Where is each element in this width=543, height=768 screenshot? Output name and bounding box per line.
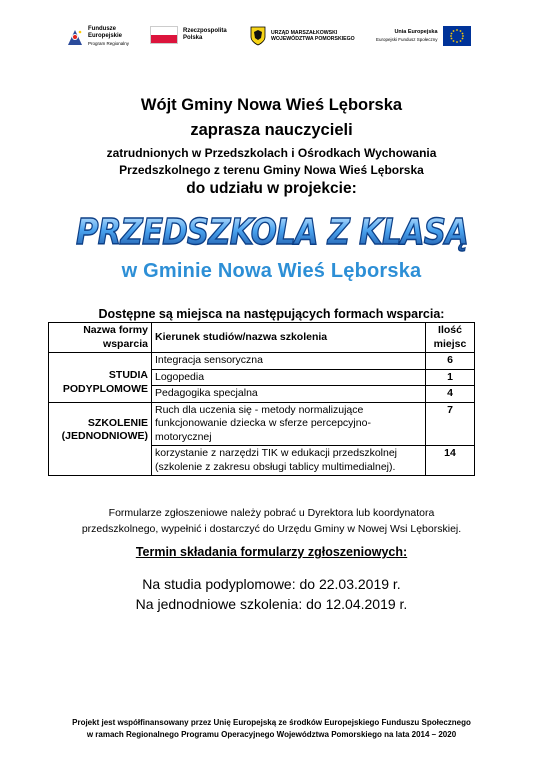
deadline-one-day: Na jednodniowe szkolenia: do 12.04.2019 r. (135, 596, 408, 612)
footer-line2: w ramach Regionalnego Programu Operacyjnego Województwa Pomorskiego na lata 2014 – 2020 (86, 730, 457, 739)
polish-logo-line2: Polska (183, 35, 203, 41)
forms-note-l2: przedszkolnego, wypełnić i dostarczyć do Urzędu Gminy w Nowej Wsi Lęborskiej. (81, 523, 462, 535)
training-places: 7 (426, 402, 475, 446)
deadline-title: Termin składania formularzy zgłoszeniowych: (135, 545, 408, 559)
header-places (426, 323, 475, 353)
course-name: Integracja sensoryczna (152, 353, 426, 370)
course-name: Logopedia (152, 369, 426, 386)
training-name-l1: Ruch dla uczenia się - metody normalizujące (155, 403, 364, 416)
forms-note (0, 505, 543, 537)
course-places: 4 (426, 386, 475, 403)
eu-logo-line2: Europejski Fundusz Społeczny (376, 37, 438, 42)
header-places-l2: miejsc (433, 337, 467, 350)
polish-flag-logo (150, 26, 227, 44)
course-places: 6 (426, 353, 475, 370)
group-one-day (49, 402, 152, 476)
training-name-l3: motorycznej (155, 430, 212, 443)
marshal-logo-line1: URZĄD MARSZAŁKOWSKI (271, 29, 338, 36)
support-table (48, 322, 475, 476)
group-one-day-l1: SZKOLENIE (87, 416, 148, 429)
group-postgraduate (49, 353, 152, 403)
course-name: Pedagogika specjalna (152, 386, 426, 403)
header-places-l1: Ilość (438, 324, 462, 336)
pomorskie-shield-icon (250, 26, 266, 46)
polish-flag-icon (150, 26, 178, 44)
deadline-postgraduate: Na studia podyplomowe: do 22.03.2019 r. (142, 576, 401, 592)
marshal-office-logo (250, 26, 355, 46)
header-form-l2: wsparcia (103, 337, 148, 350)
logo-strip (66, 26, 476, 56)
header-form-l1: Nazwa formy (83, 324, 148, 336)
subtitle-line2: Przedszkolnego z terenu Gminy Nowa Wieś Lęborska (119, 163, 424, 177)
table-header-row (49, 323, 475, 353)
footer-line1: Projekt jest współfinansowany przez Unię Europejską ze środków Europejskiego Funduszu Społecznego (72, 718, 471, 727)
group-postgraduate-l1: STUDIA (108, 369, 148, 382)
training-places: 14 (426, 446, 475, 476)
training-name (152, 402, 426, 446)
polish-logo-line1: Rzeczpospolita (183, 28, 227, 34)
title-mayor: Wójt Gminy Nowa Wieś Lęborska (140, 96, 403, 114)
title-project-intro: do udziału w projekcie: (186, 180, 357, 197)
header-direction: Kierunek studiów/nazwa szkolenia (152, 323, 426, 353)
training-name-l2: funkcjonowanie dziecka w sferze percepcyjno- (155, 417, 371, 429)
table-row (49, 353, 475, 370)
project-logo (72, 204, 472, 262)
header-form (49, 323, 152, 353)
funds-logo (66, 26, 129, 47)
subtitle-line1: zatrudnionych w Przedszkolach i Ośrodkach Wychowania (106, 146, 437, 160)
eu-logo (376, 26, 471, 46)
project-logo-text: PRZEDSZKOLA Z KLASĄ (76, 212, 468, 253)
course-places: 1 (426, 369, 475, 386)
eu-logo-line1: Unia Europejska (394, 29, 438, 35)
training-name-l1: korzystanie z narzędzi TIK w edukacji przedszkolnej (155, 447, 397, 459)
funds-logo-line2: Europejskie (88, 33, 123, 39)
funds-logo-line3: Program Regionalny (88, 41, 130, 46)
marshal-logo-line2: WOJEWÓDZTWA POMORSKIEGO (271, 36, 355, 42)
funds-logo-line1: Fundusze (88, 26, 116, 32)
funds-logo-icon (66, 27, 84, 47)
training-name-l2: (szkolenie z zakresu obsługi tablicy multimedialnej). (155, 460, 396, 473)
support-intro: Dostępne są miejsca na następujących formach wsparcia: (98, 307, 445, 321)
forms-note-l1: Formularze zgłoszeniowe należy pobrać u Dyrektora lub koordynatora (108, 507, 435, 519)
group-postgraduate-l2: PODYPLOMOWE (62, 382, 148, 395)
eu-flag-icon (443, 26, 471, 46)
project-subtitle: w Gminie Nowa Wieś Lęborska (121, 260, 422, 282)
group-one-day-l2: (JEDNODNIOWE) (61, 430, 148, 442)
title-invites: zaprasza nauczycieli (190, 121, 353, 139)
table-row (49, 402, 475, 446)
training-name (152, 446, 426, 476)
